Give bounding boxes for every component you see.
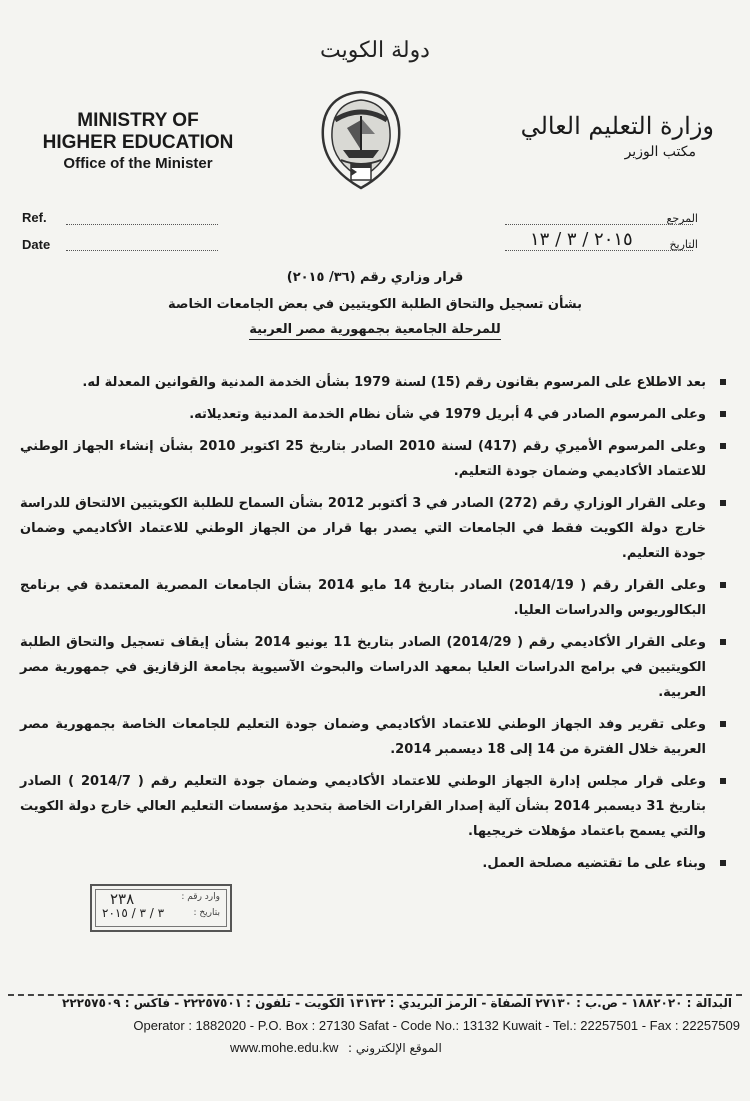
state-name-heading: دولة الكويت xyxy=(320,38,430,63)
footer-contact-english: Operator : 1882020 - P.O. Box : 27130 Safat - Code No.: 13132 Kuwait - Tel.: 22257501 - Fax : 22257509 xyxy=(133,1018,740,1033)
ministry-ar-line1: وزارة التعليم العالي xyxy=(520,112,714,140)
ministry-name-english xyxy=(18,110,258,174)
list-item: وعلى القرار الوزاري رقم (272) الصادر في 3 أكتوبر 2012 بشأن السماح للطلبة الكويتيين الالتحاق للدراسة خارج دولة الكويت فقط في الجامعات التي يصدر بها قرار من الجهاز الوطني للاعتماد الأكاديمي وضمان جودة التعليم. xyxy=(20,491,732,566)
ref-line xyxy=(66,224,218,225)
website-link[interactable]: www.mohe.edu.kw xyxy=(230,1040,339,1055)
incoming-stamp-inner xyxy=(95,889,227,927)
date-value: ٢٠١٥ / ٣ / ١٣ xyxy=(530,229,633,250)
ministry-en-line1: MINISTRY OF xyxy=(77,110,199,131)
decree-subject-line2-text: للمرحلة الجامعية بجمهورية مصر العربية xyxy=(249,322,501,340)
date-line-arabic xyxy=(505,250,693,251)
kuwait-state-emblem-icon xyxy=(313,90,409,190)
date-label: Date xyxy=(22,237,51,252)
ref-label-arabic: المرجع xyxy=(666,212,698,225)
footer-contact-arabic: البدالة : ١٨٨٢٠٢٠ - ص.ب : ٢٧١٣٠ الصفاة - الرمز البريدي : ١٣١٣٢ الكويت - تلفون : ٢٢٢٥٧٥٠١ - فاكس : ٢٢٢٥٧٥٠٩ xyxy=(62,996,732,1010)
list-item: بعد الاطلاع على المرسوم بقانون رقم (15) لسنة 1979 بشأن الخدمة المدنية والقوانين المعدلة له. xyxy=(20,370,732,395)
stamp-incoming-number: ٢٣٨ xyxy=(110,890,135,908)
list-item: وعلى القرار رقم ( 2014/19) الصادر بتاريخ 14 مايو 2014 بشأن الجامعات المصرية المعتمدة في برنامج البكالوريوس والدراسات العليا. xyxy=(20,573,732,623)
list-item: وعلى القرار الأكاديمي رقم ( 2014/29) الصادر بتاريخ 11 يونيو 2014 بشأن إيقاف تسجيل والتحاق الطلبة الكويتيين في برامج الدراسات العليا بمعهد الدراسات والبحوث الآسيوية بجامعة الزقازيق في جمهورية مصر العربية. xyxy=(20,630,732,705)
ref-label: Ref. xyxy=(22,210,47,225)
stamp-date-label: بتاريخ : xyxy=(193,908,220,918)
stamp-incoming-label: وارد رقم : xyxy=(181,892,220,902)
decree-subject-line2 xyxy=(0,322,750,337)
ministry-en-line2: HIGHER EDUCATION xyxy=(42,132,234,153)
incoming-stamp xyxy=(90,884,232,932)
list-item: وعلى تقرير وفد الجهاز الوطني للاعتماد الأكاديمي وضمان جودة التعليم للجامعات الخاصة بجمهورية مصر العربية خلال الفترة من 14 إلى 18 ديسمبر 2014. xyxy=(20,712,732,762)
list-item: وعلى المرسوم الأميري رقم (417) لسنة 2010 الصادر بتاريخ 25 اكتوبر 2010 بشأن إنشاء الجهاز الوطني للاعتماد الأكاديمي وضمان جودة التعليم. xyxy=(20,434,732,484)
decree-preamble-list xyxy=(20,370,732,883)
website-label-arabic: : الموقع الإلكتروني xyxy=(348,1041,442,1055)
list-item: وبناء على ما تقتضيه مصلحة العمل. xyxy=(20,851,732,876)
ministry-ar-line2: مكتب الوزير xyxy=(624,144,696,160)
decree-subject-line1: بشأن تسجيل والتحاق الطلبة الكويتيين في بعض الجامعات الخاصة xyxy=(168,297,582,312)
ministry-name-arabic xyxy=(474,112,714,160)
footer-website xyxy=(230,1040,442,1055)
list-item: وعلى قرار مجلس إدارة الجهاز الوطني للاعتماد الأكاديمي وضمان جودة التعليم رقم ( 2014/7 ) الصادر بتاريخ 31 ديسمبر 2014 بشأن آلية إصدار القرارات الخاصة بتحديد مؤسسات التعليم العالي خارج دولة الكويت والتي يسمح باعتماد مؤهلات خريجيها. xyxy=(20,769,732,844)
date-label-arabic: التاريخ xyxy=(669,238,698,251)
decree-number-title: قرار وزاري رقم (٣٦/ ٢٠١٥) xyxy=(286,270,464,285)
ref-line-arabic xyxy=(505,224,693,225)
stamp-date-value: ٣ / ٣ / ٢٠١٥ xyxy=(102,906,165,920)
date-line xyxy=(66,250,218,251)
list-item: وعلى المرسوم الصادر في 4 أبريل 1979 في شأن نظام الخدمة المدنية وتعديلاته. xyxy=(20,402,732,427)
ministry-en-line3: Office of the Minister xyxy=(63,155,213,172)
